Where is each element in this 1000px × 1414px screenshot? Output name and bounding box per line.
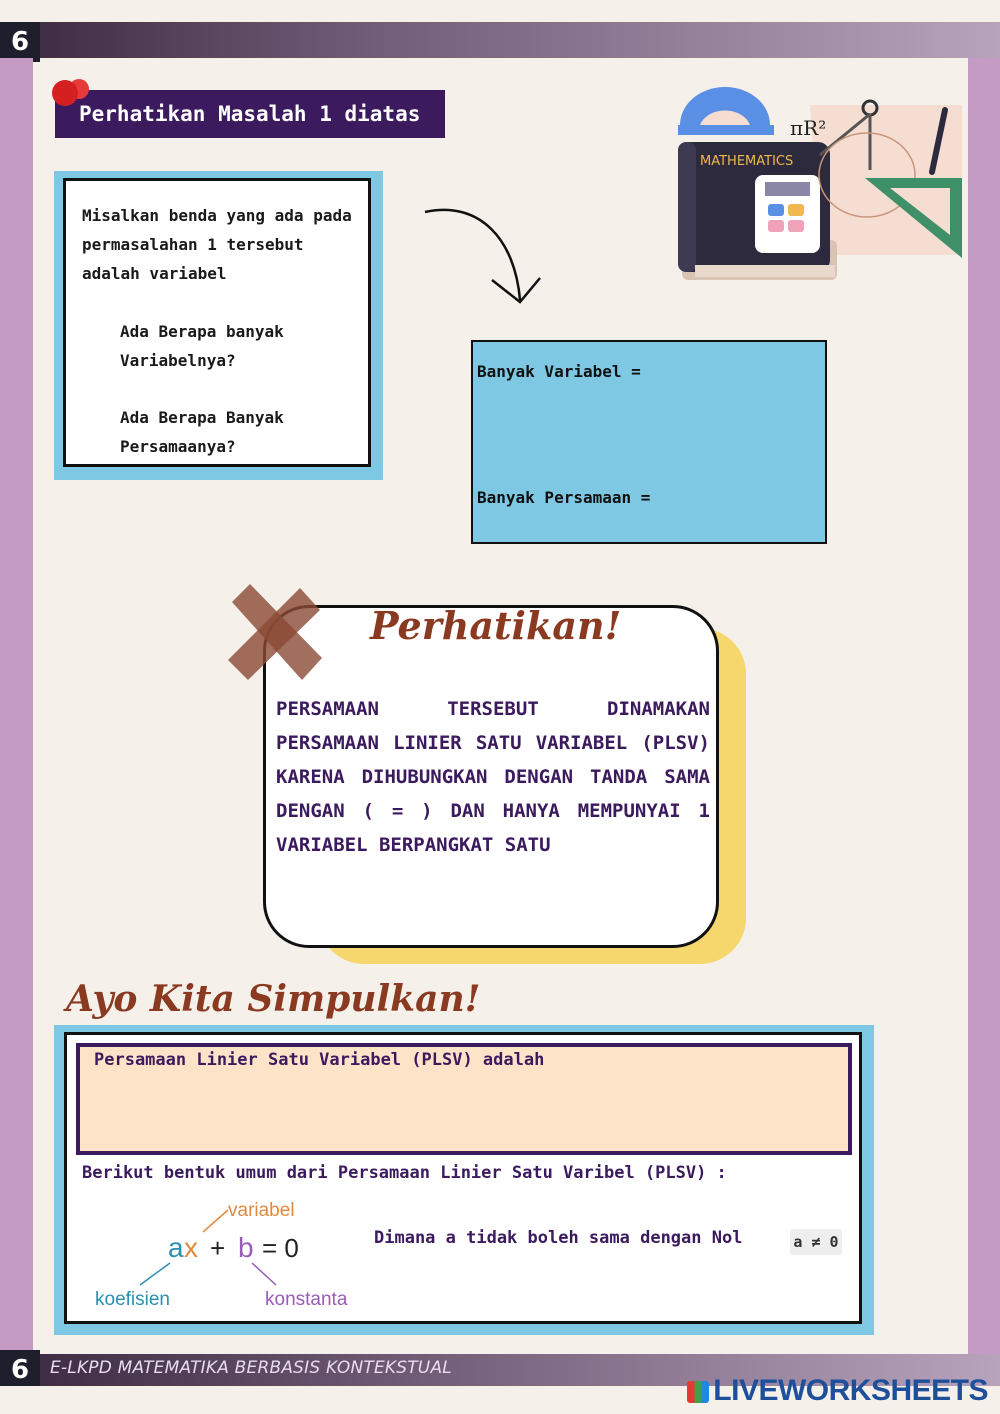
pushpin-icon: [52, 80, 78, 106]
variabel-pointer: [203, 1210, 228, 1232]
formula-equals: = 0: [262, 1233, 299, 1263]
left-border: [0, 58, 33, 1354]
question-intro: Misalkan benda yang ada pada permasalahan 1 tersebut adalah variabel: [82, 206, 352, 283]
condition-text: Dimana a tidak boleh sama dengan Nol: [374, 1228, 743, 1248]
summary-heading: Ayo Kita Simpulkan!: [66, 978, 481, 1020]
math-illustration: [670, 80, 965, 290]
general-form-diagram: [88, 1195, 368, 1315]
footer-title: E-LKPD MATEMATIKA BERBASIS KONTEKSTUAL: [50, 1358, 452, 1378]
section-header: Perhatikan Masalah 1 diatas: [55, 90, 445, 138]
formula-x: x: [184, 1232, 198, 1263]
liveworksheets-text: LIVEWORKSHEETS: [713, 1374, 988, 1407]
formula-b: b: [238, 1232, 254, 1263]
answer-variabel-label: Banyak Variabel =: [477, 362, 641, 381]
book-label: MATHEMATICS: [700, 154, 794, 169]
condition-formula: a ≠ 0: [790, 1229, 842, 1255]
top-strip: [0, 0, 1000, 22]
question-variables: Ada Berapa banyak Variabelnya?: [120, 322, 284, 370]
liveworksheets-logo[interactable]: [687, 1374, 988, 1408]
koefisien-pointer: [140, 1263, 170, 1285]
formula-plus: +: [210, 1233, 226, 1263]
question-box: [63, 178, 371, 467]
liveworksheets-icon: [687, 1381, 709, 1403]
answer-persamaan-label: Banyak Persamaan =: [477, 488, 651, 507]
label-konstanta: konstanta: [265, 1289, 348, 1310]
curved-arrow-icon: [420, 200, 550, 310]
tape-icon: [222, 580, 328, 686]
pi-r-squared: πR²: [790, 116, 827, 140]
formula-a: a: [168, 1232, 184, 1263]
note-text: PERSAMAAN TERSEBUT DINAMAKAN PERSAMAAN LINIER SATU VARIABEL (PLSV) KARENA DIHUBUNGKAN DENGAN TANDA SAMA DENGAN ( = ) DAN HANYA MEMPUNYAI 1 VARIABEL BERPANGKAT SATU: [276, 698, 710, 856]
note-title: Perhatikan!: [370, 603, 622, 648]
konstanta-pointer: [252, 1263, 276, 1285]
page-number-bottom: 6: [0, 1350, 40, 1390]
answer-box: [471, 340, 827, 544]
label-koefisien: koefisien: [95, 1289, 170, 1310]
top-bar: [0, 22, 1000, 58]
general-form-text: Berikut bentuk umum dari Persamaan Linier Satu Varibel (PLSV) :: [82, 1163, 727, 1183]
right-border: [968, 58, 1000, 1354]
calculator-icon: [755, 175, 820, 253]
page-number-top: 6: [0, 22, 40, 62]
definition-prompt: Persamaan Linier Satu Variabel (PLSV) adalah: [94, 1050, 545, 1070]
question-equations: Ada Berapa Banyak Persamaanya?: [120, 408, 284, 456]
label-variabel: variabel: [228, 1200, 295, 1221]
